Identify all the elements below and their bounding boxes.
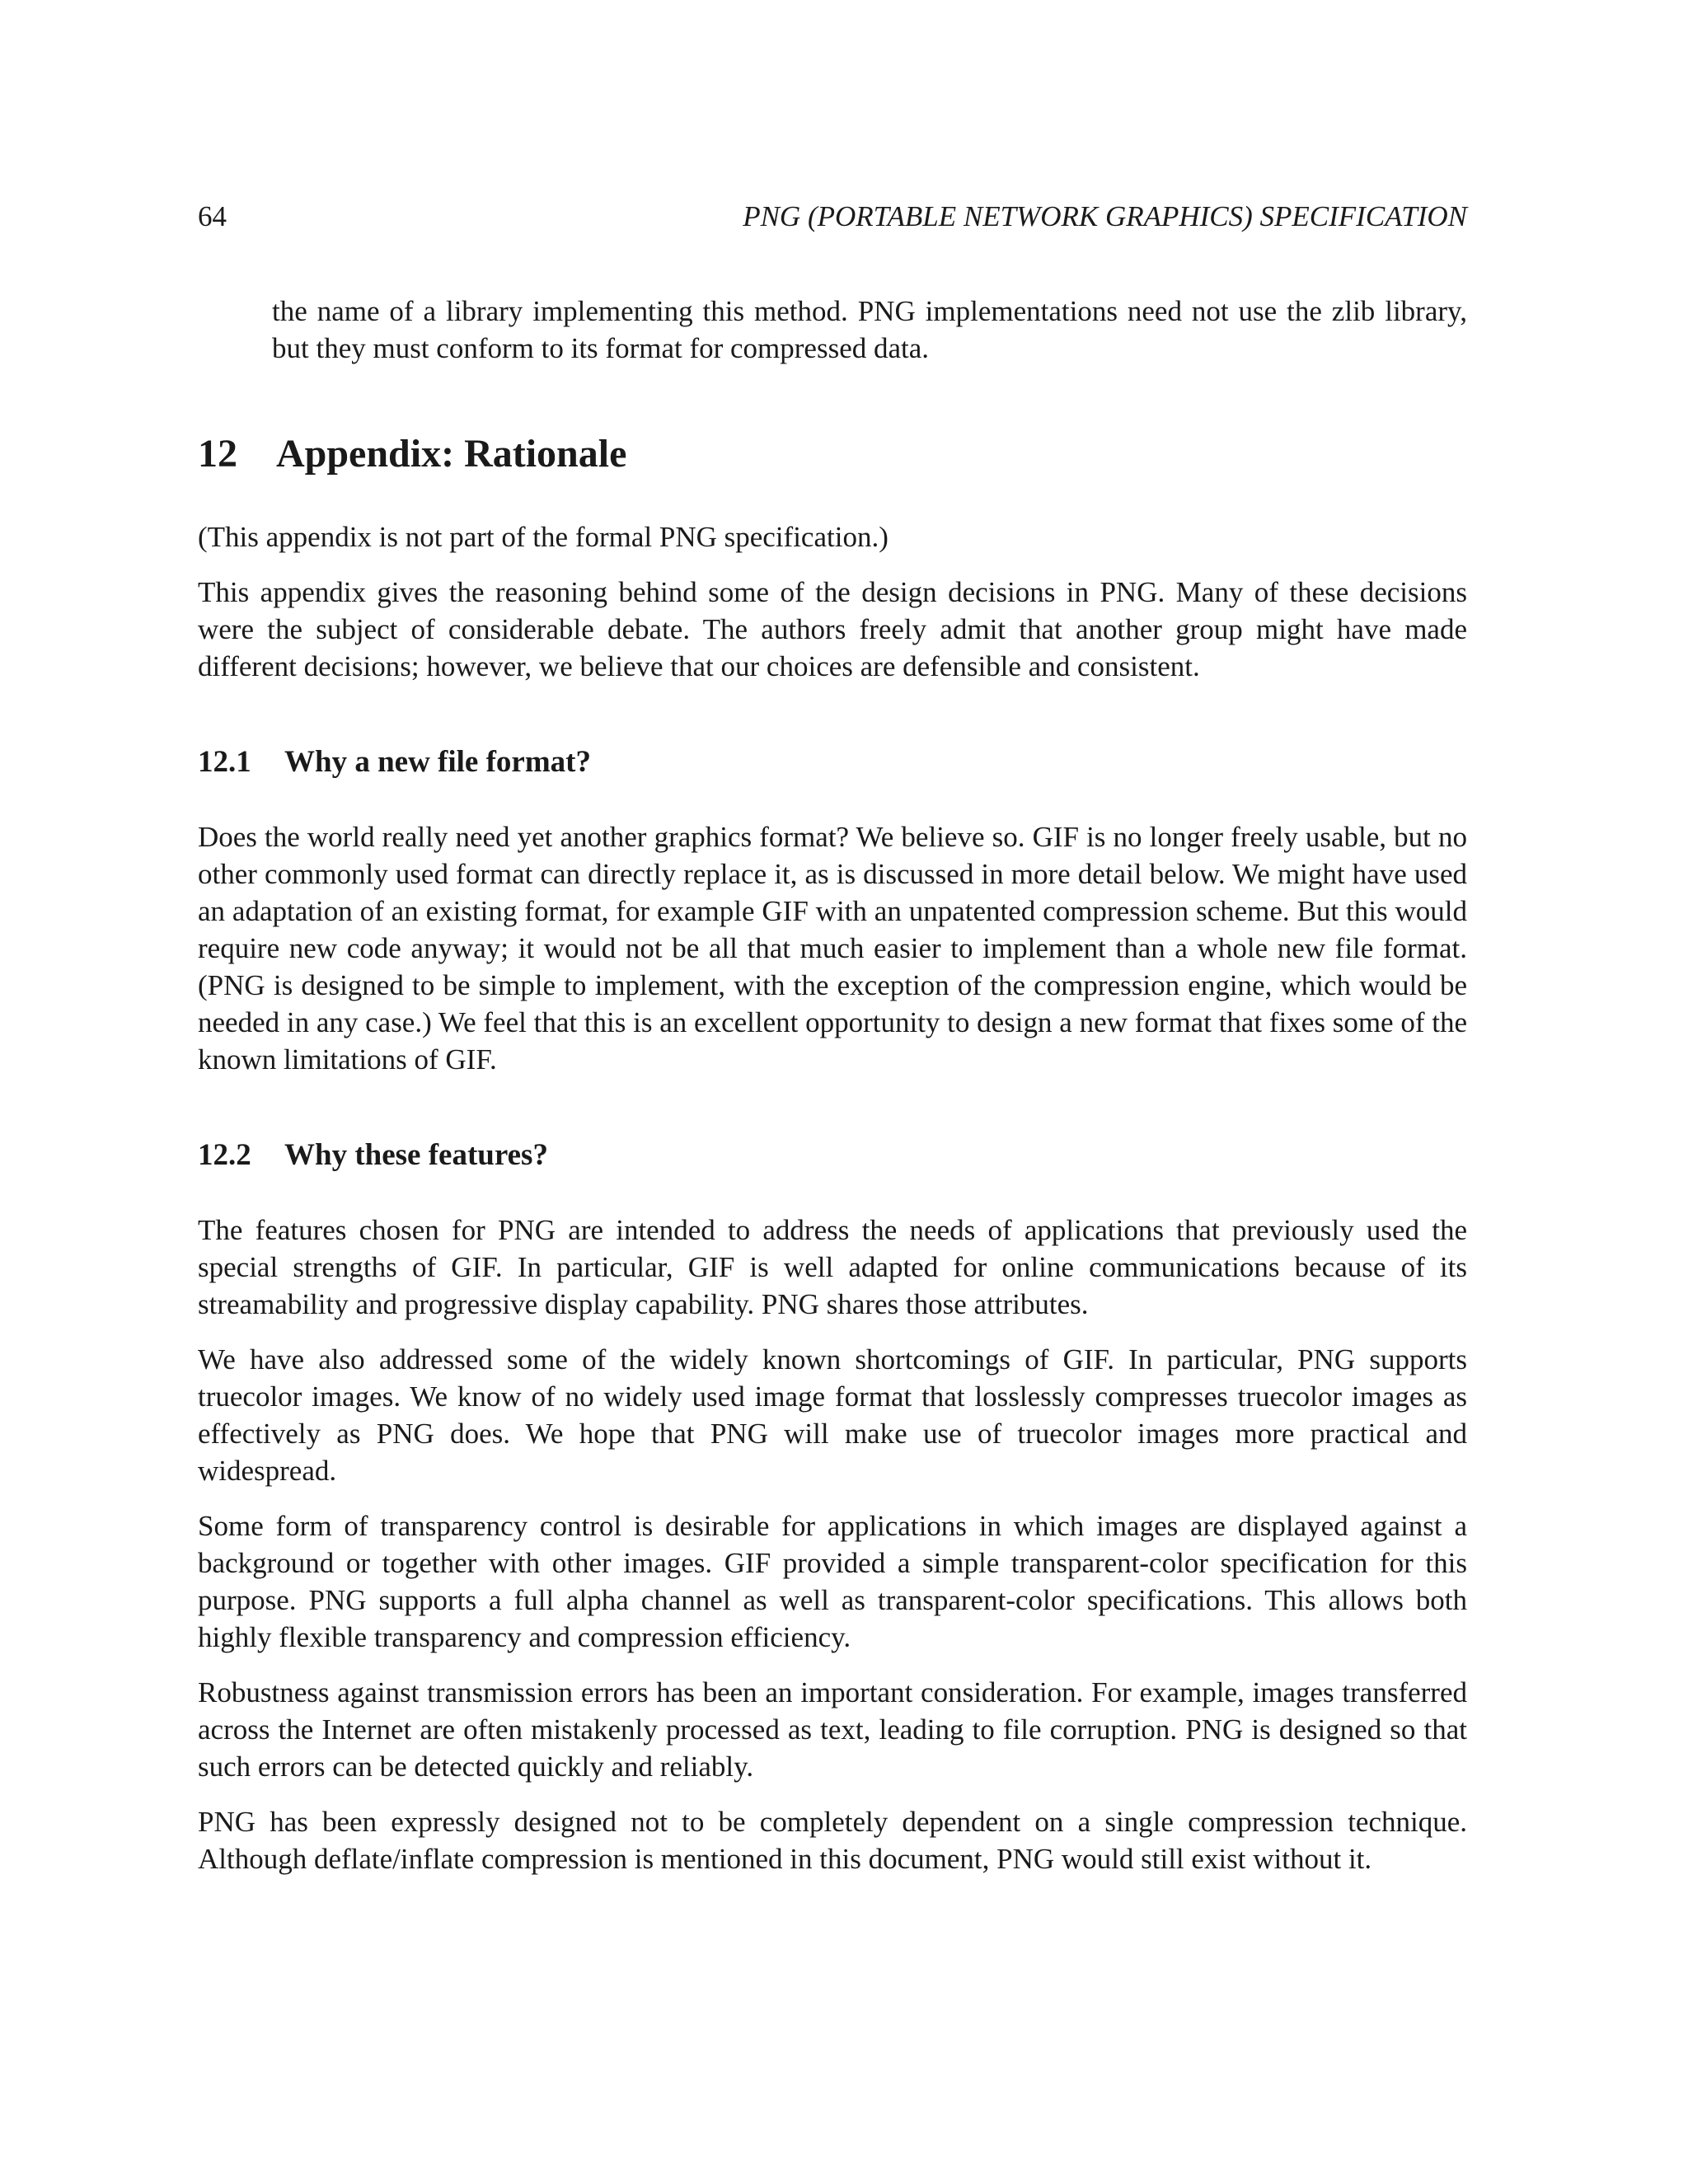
paragraph-new-format: Does the world really need yet another graphics format? We believe so. GIF is no longer freely usable, but no other commonly used format can directly replace it, as is discussed in more detail below. We might have used an adaptation of an existing format, for example GIF with an unpatented compression scheme. But this would require new code anyway; it would not be all that much easier to implement than a whole new file format. (PNG is designed to be simple to implement, with the exception of the compression engine, which would be needed in any case.) We feel that this is an excellent opportunity to design a new format that fixes some of the known limitations of GIF. <box>198 821 1467 1076</box>
paragraph-robustness: Robustness against transmission errors has been an important consideration. For example, images transferred across the Internet are often mistakenly processed as text, leading to file corruption. PNG is designed so that such errors can be detected quickly and reliably. <box>198 1676 1467 1783</box>
paragraph-compression: PNG has been expressly designed not to be completely dependent on a single compression technique. Although deflate/inflate compression is mentioned in this document, PNG would still exist without it. <box>198 1806 1467 1875</box>
running-header <box>198 198 1467 236</box>
page-number: 64 <box>198 200 227 232</box>
appendix-note: (This appendix is not part of the formal PNG specification.) <box>198 521 889 553</box>
document-page <box>198 0 1467 2184</box>
paragraph-features: The features chosen for PNG are intended to address the needs of applications that previously used the special strengths of GIF. In particular, GIF is well adapted for online communications because of its streamability and progressive display capability. PNG shares those attributes. <box>198 1214 1467 1320</box>
continuation-paragraph: the name of a library implementing this method. PNG implementations need not use the zlib library, but they must conform to its format for compressed data. <box>272 295 1467 364</box>
subsection-number: 12.1 <box>198 745 251 779</box>
section-heading <box>198 429 1467 479</box>
appendix-intro-paragraph: This appendix gives the reasoning behind some of the design decisions in PNG. Many of these decisions were the subject of considerable debate. The authors freely admit that another group might have made different decisions; however, we believe that our choices are defensible and consistent. <box>198 576 1467 682</box>
paragraph-truecolor: We have also addressed some of the widely known shortcomings of GIF. In particular, PNG supports truecolor images. We know of no widely used image format that losslessly compresses truecolor images as effectively as PNG does. We hope that PNG will make use of truecolor images more practical and widespread. <box>198 1343 1467 1487</box>
page-content <box>198 293 1467 1877</box>
running-title: PNG (PORTABLE NETWORK GRAPHICS) SPECIFICATION <box>743 200 1467 232</box>
section-title: Appendix: Rationale <box>276 432 627 476</box>
subsection-title: Why a new file format? <box>284 745 591 779</box>
section-number: 12 <box>198 432 237 476</box>
paragraph-transparency: Some form of transparency control is desirable for applications in which images are displayed against a background or together with other images. GIF provided a simple transparent-color specification for this purpose. PNG supports a full alpha channel as well as transparent-color specifications. This allows both highly flexible transparency and compression efficiency. <box>198 1510 1467 1653</box>
subsection-number: 12.2 <box>198 1138 251 1172</box>
subsection-heading-12-1 <box>198 743 1467 782</box>
subsection-heading-12-2 <box>198 1136 1467 1175</box>
subsection-title: Why these features? <box>284 1138 548 1172</box>
